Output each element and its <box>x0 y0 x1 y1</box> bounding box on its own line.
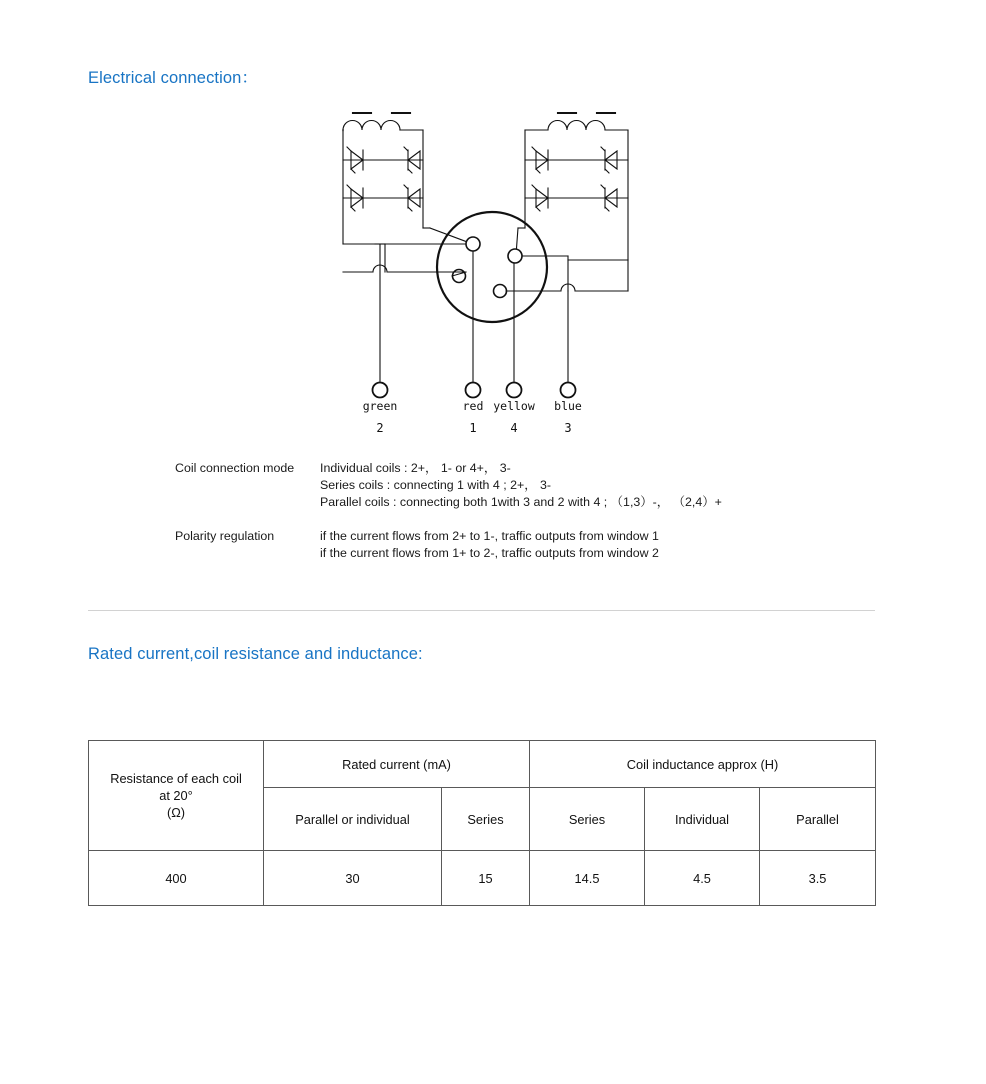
table-header-rated-current: Rated current (mA) <box>264 741 530 788</box>
spec-lines-coil-connection-mode <box>320 460 875 510</box>
page-title-rated-current: Rated current,coil resistance and inductance: <box>88 645 423 663</box>
spec-line-polarity-window-2: if the current flows from 1+ to 2-, traffic outputs from window 2 <box>320 546 659 561</box>
terminal-circle-green <box>373 383 388 398</box>
table-cell-inductance-parallel-value: 3.5 <box>760 851 876 906</box>
spec-line-polarity-window-1: if the current flows from 2+ to 1-, traffic outputs from window 1 <box>320 529 659 544</box>
connector-pin-b <box>508 249 522 263</box>
rated-current-resistance-inductance-table <box>88 740 876 906</box>
table-subheader-series-inductance: Series <box>530 788 645 851</box>
spec-row-coil-connection-mode <box>175 460 875 510</box>
table-subheader-individual-inductance: Individual <box>645 788 760 851</box>
schematic-svg <box>320 100 665 440</box>
spec-row-polarity-regulation <box>175 528 875 562</box>
table-cell-resistance-value: 400 <box>89 851 264 906</box>
terminal-circle-blue <box>561 383 576 398</box>
spec-term-coil-connection-mode: Coil connection mode <box>175 461 295 475</box>
terminal-label-green: green <box>362 399 398 413</box>
left-coil-block <box>343 113 423 244</box>
table-cell-inductance-individual-value: 4.5 <box>645 851 760 906</box>
table-header-resistance-line2: at 20° <box>159 788 193 803</box>
table-header-resistance <box>89 741 264 851</box>
terminal-pin-blue: 3 <box>564 421 572 435</box>
table-subheader-series-current: Series <box>442 788 530 851</box>
table-header-resistance-line3: (Ω) <box>166 805 186 820</box>
table-subheader-parallel-inductance: Parallel <box>760 788 876 851</box>
terminal-label-red: red <box>462 399 484 413</box>
terminal-pin-red: 1 <box>469 421 477 435</box>
connection-spec-block <box>175 460 875 562</box>
table-row <box>89 851 876 906</box>
table-header-row-top <box>89 741 876 788</box>
terminal-label-blue: blue <box>554 399 582 413</box>
table-subheader-parallel-or-individual: Parallel or individual <box>264 788 442 851</box>
connector-pin-d <box>494 285 507 298</box>
spec-term-polarity-regulation: Polarity regulation <box>175 529 275 544</box>
terminal-pin-green: 2 <box>376 421 384 435</box>
table-header-coil-inductance: Coil inductance approx (H) <box>530 741 876 788</box>
table-cell-current-series-value: 15 <box>442 851 530 906</box>
table-cell-current-parallel-individual-value: 30 <box>264 851 442 906</box>
spec-line-series-coils: Series coils : connecting 1 with 4 ; 2+， 3- <box>320 477 552 492</box>
right-coil-block <box>525 113 628 260</box>
table-cell-inductance-series-value: 14.5 <box>530 851 645 906</box>
page-title-electrical-connection: Electrical connection： <box>88 69 259 87</box>
electrical-connection-schematic <box>320 100 665 440</box>
terminal-circle-red <box>466 383 481 398</box>
connector-pin-a <box>466 237 480 251</box>
section-divider <box>88 610 875 611</box>
terminal-circle-yellow <box>507 383 522 398</box>
terminal-label-yellow: yellow <box>493 399 535 413</box>
spec-line-parallel-coils: Parallel coils : connecting both 1with 3 and 2 with 4 ; （1,3）-， （2,4）+ <box>320 494 722 509</box>
spec-line-individual-coils: Individual coils : 2+， 1- or 4+， 3- <box>320 461 511 475</box>
terminal-pin-yellow: 4 <box>510 421 518 435</box>
table-header-resistance-line1: Resistance of each coil <box>110 771 242 786</box>
spec-lines-polarity-regulation <box>320 528 875 562</box>
connector-body-circle <box>437 212 547 322</box>
